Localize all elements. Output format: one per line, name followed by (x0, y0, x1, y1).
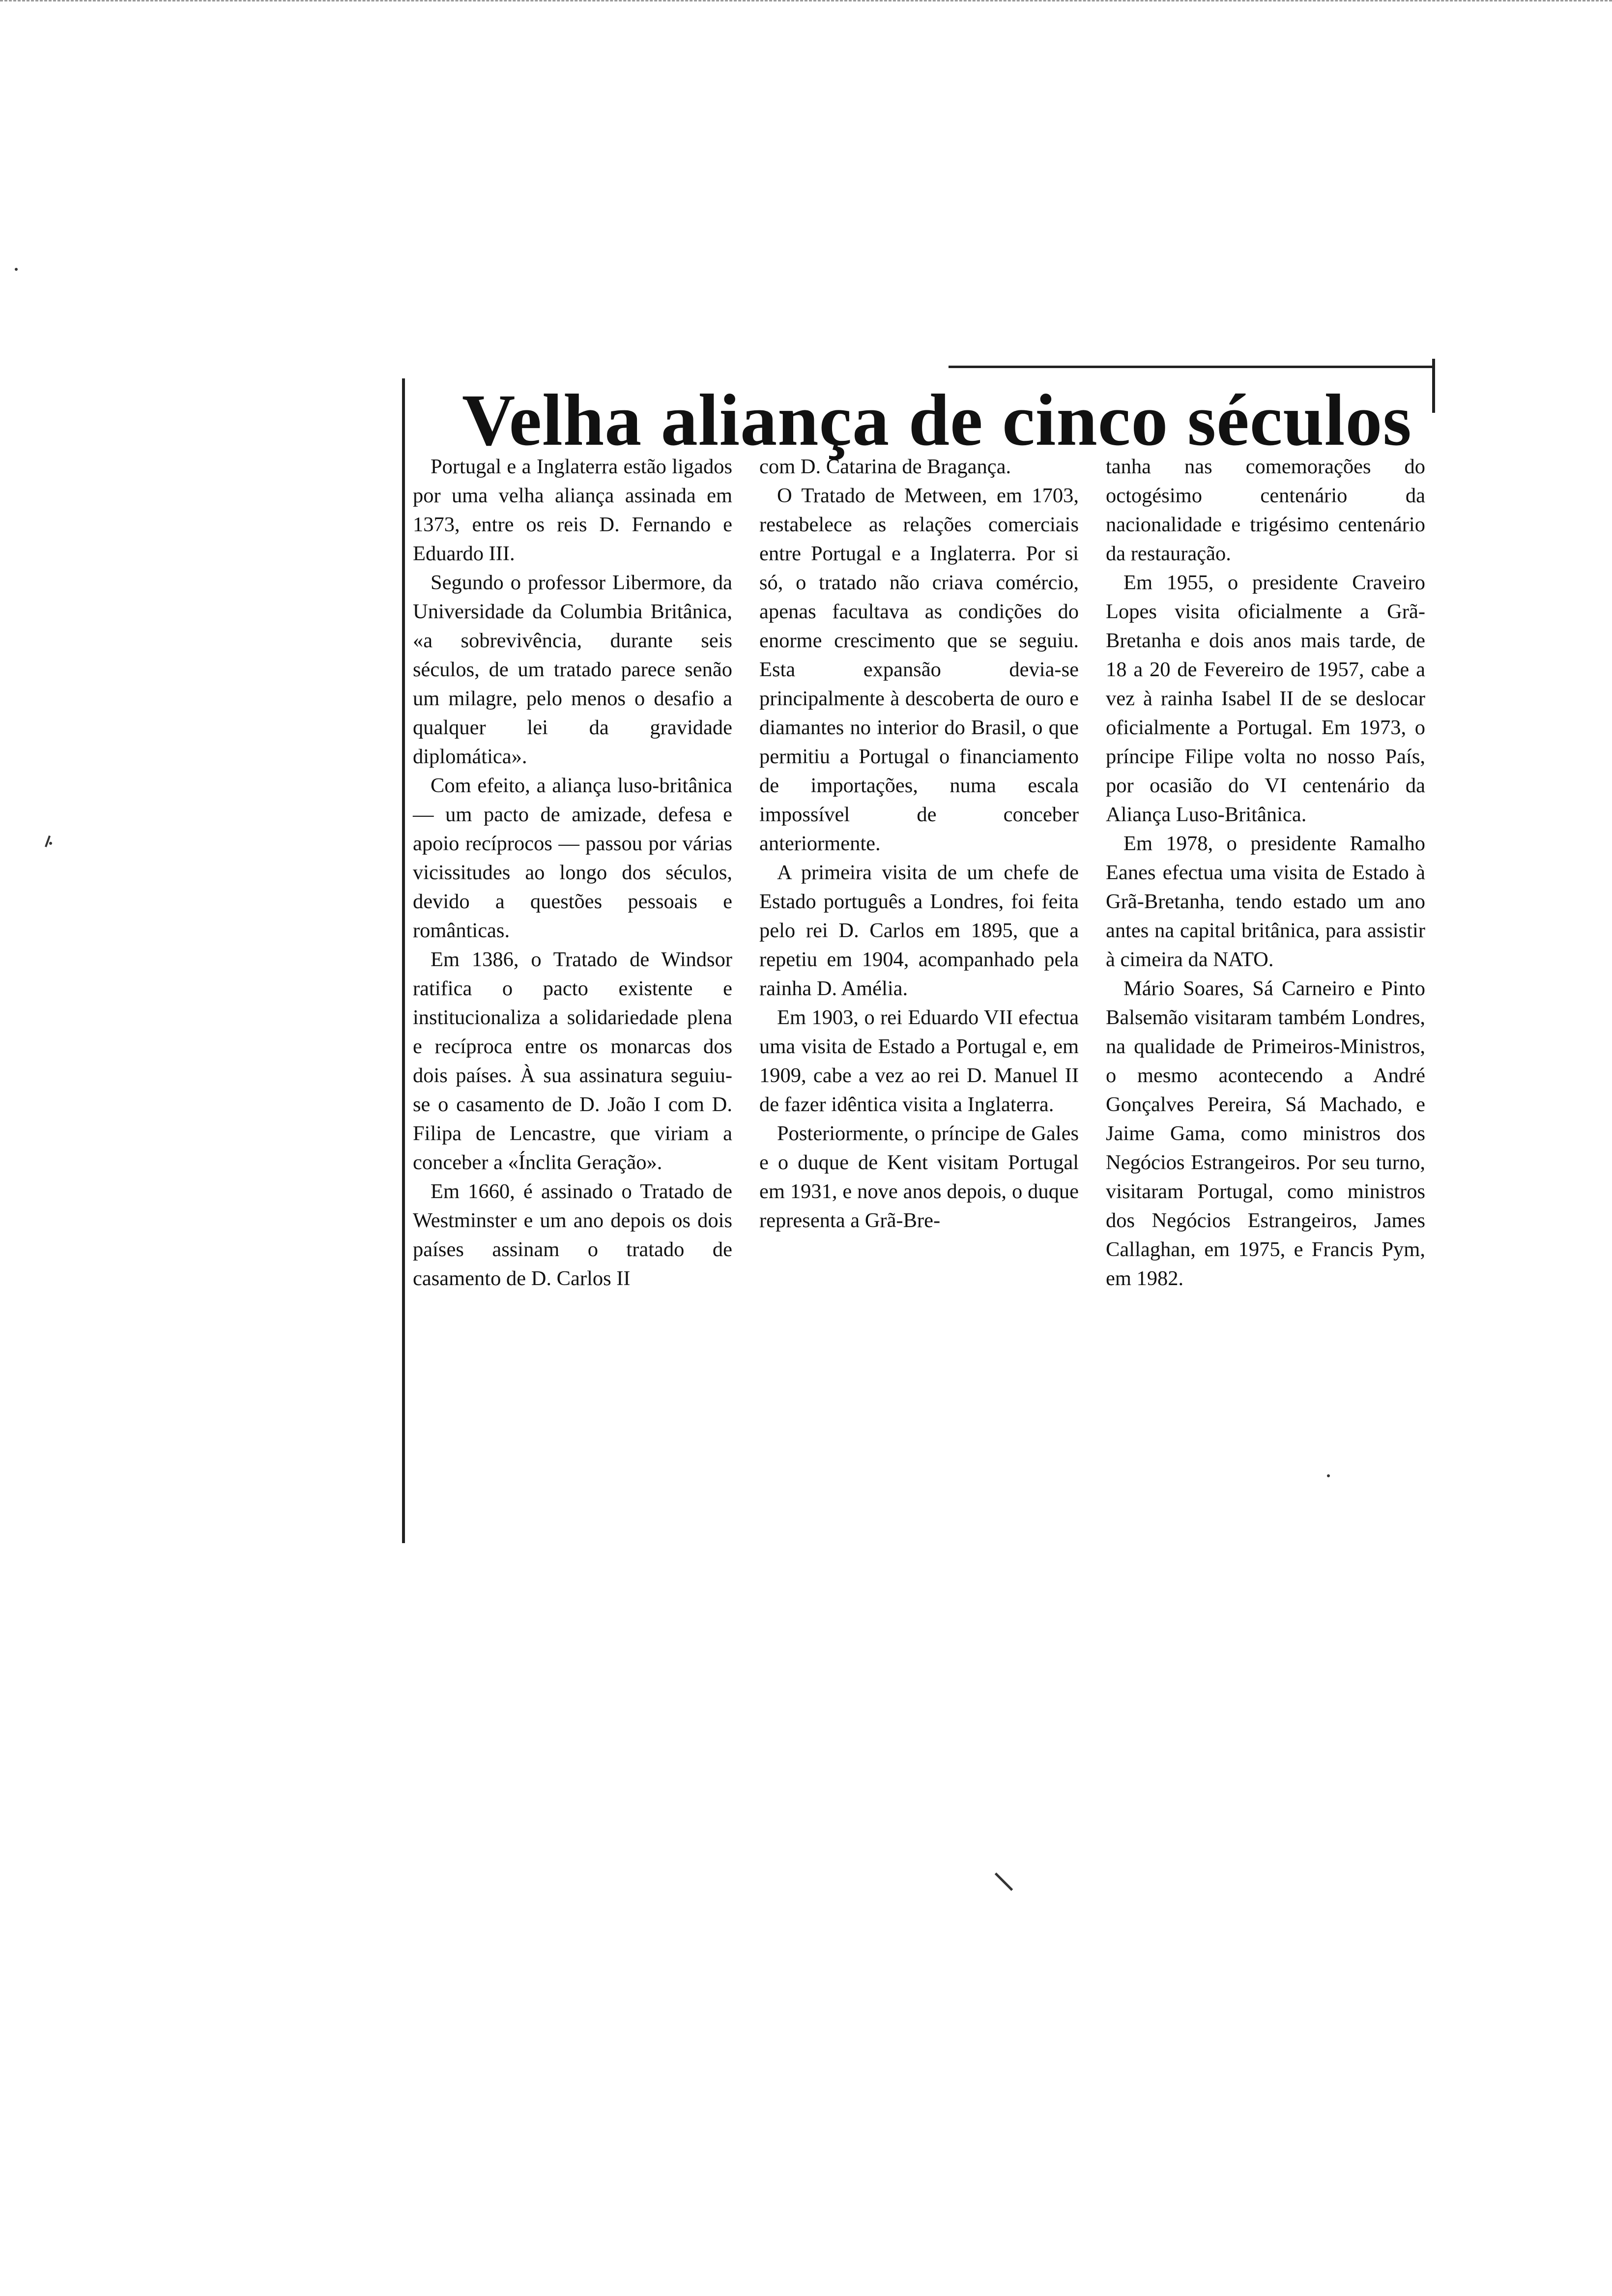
article-paragraph: Posteriormente, o príncipe de Gales e o duque de Kent visitam Portugal em 1931, e nove anos depois, o duque representa a Grã-Bre- (759, 1122, 1079, 1232)
article-paragraph: Em 1660, é assinado o Tratado de Westminster e um ano depois os dois países assinam o tratado de casamento de D. Carlos II (413, 1180, 732, 1290)
scan-speck (15, 268, 18, 271)
article-paragraph: Mário Soares, Sá Carneiro e Pinto Balsemão visitaram também Londres, na qualidade de Primeiros-Ministros, o mesmo acontecendo a André Gonçalves Pereira, Sá Machado, e Jaime Gama, como ministros dos Negócios Estrangeiros. Por seu turno, visitaram Portugal, como ministros dos Negócios Estrangeiros, James Callaghan, em 1975, e Francis Pym, em 1982. (1106, 977, 1425, 1290)
clipping-left-border (402, 378, 405, 1543)
newspaper-clipping (378, 359, 1435, 1543)
article-paragraph: Com efeito, a aliança luso-britânica — um pacto de amizade, defesa e apoio recíprocos — passou por várias vicissitudes ao longo dos séculos, devido a questões pessoais e românticas. (413, 774, 732, 942)
clipping-top-rule (949, 366, 1435, 368)
article-paragraph: Em 1978, o presidente Ramalho Eanes efectua uma visita de Estado à Grã-Bretanha, tendo estado um ano antes na capital britânica, para assistir à cimeira da NATO. (1106, 832, 1425, 971)
scan-top-edge (0, 0, 1612, 4)
article-paragraph: Em 1903, o rei Eduardo VII efectua uma visita de Estado a Portugal e, em 1909, cabe a vez ao rei D. Manuel II de fazer idêntica visita a Inglaterra. (759, 1006, 1079, 1116)
scan-mark (45, 835, 51, 847)
article-column-2 (759, 452, 1079, 1235)
scan-speck (49, 842, 52, 845)
scan-speck (1327, 1474, 1330, 1477)
article-paragraph: A primeira visita de um chefe de Estado português a Londres, foi feita pelo rei D. Carlos em 1895, que a repetiu em 1904, acompanhado pela rainha D. Amélia. (759, 861, 1079, 1000)
article-paragraph: O Tratado de Metween, em 1703, restabelece as relações comerciais entre Portugal e a Inglaterra. Por si só, o tratado não criava comércio, apenas facultava as condições do enorme crescimento que se seguiu. Esta expansão devia-se principalmente à descoberta de ouro e diamantes no interior do Brasil, o que permitiu a Portugal o financiamento de importações, numa escala impossível de conceber anteriormente. (759, 484, 1079, 855)
article-paragraph: tanha nas comemorações do octogésimo centenário da nacionalidade e trigésimo centenário da restauração. (1106, 455, 1425, 565)
article-paragraph: com D. Catarina de Bragança. (759, 455, 1011, 478)
article-paragraph: Em 1955, o presidente Craveiro Lopes visita oficialmente a Grã-Bretanha e dois anos mais tarde, de 18 a 20 de Fevereiro de 1957, cabe a vez à rainha Isabel II de se deslocar oficialmente a Portugal. Em 1973, o príncipe Filipe volta no nosso País, por ocasião do VI centenário da Aliança Luso-Britânica. (1106, 571, 1425, 826)
article-paragraph: Segundo o professor Libermore, da Universidade da Columbia Britânica, «a sobrevivência, durante seis séculos, de um tratado parece senão um milagre, pelo menos o desafio a qualquer lei da gravidade diplomática». (413, 571, 732, 768)
article-column-3 (1106, 452, 1425, 1293)
article-headline: Velha aliança de cinco séculos (462, 379, 1412, 461)
article-column-1 (413, 452, 732, 1293)
article-paragraph: Em 1386, o Tratado de Windsor ratifica o pacto existente e institucionaliza a solidariedade plena e recíproca entre os monarcas dos dois países. À sua assinatura seguiu-se o casamento de D. João I com D. Filipa de Lencastre, que viriam a conceber a «Ínclita Geração». (413, 948, 732, 1174)
scan-mark (995, 1872, 1013, 1891)
article-body (413, 452, 1435, 1533)
article-paragraph: Portugal e a Inglaterra estão ligados por uma velha aliança assinada em 1373, entre os reis D. Fernando e Eduardo III. (413, 455, 732, 565)
